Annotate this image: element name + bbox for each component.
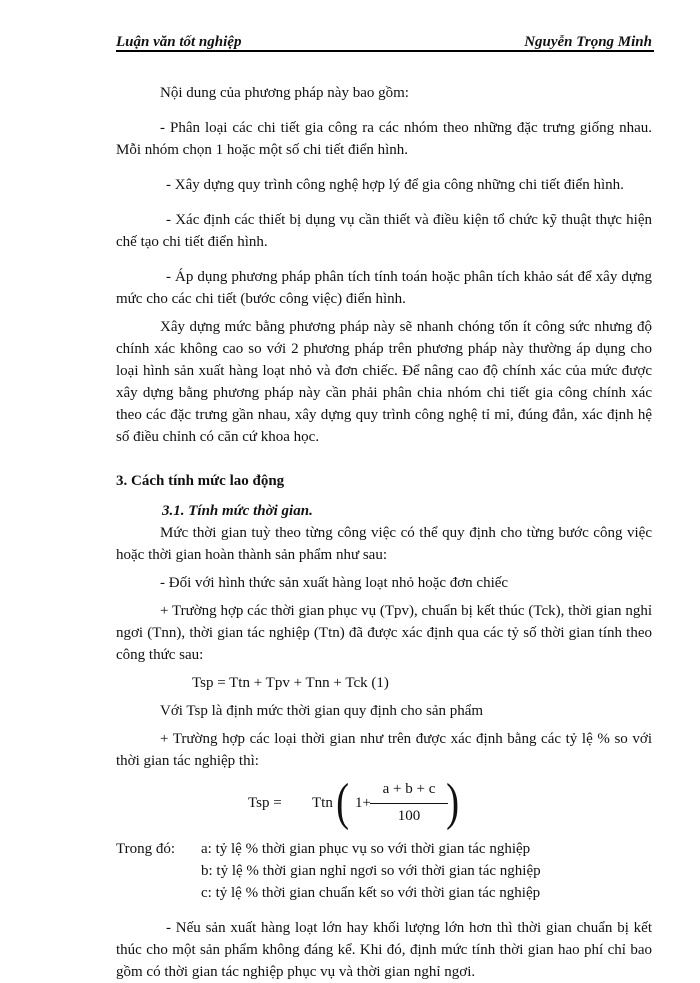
bullet-large-batch: - Nếu sản xuất hàng loạt lớn hay khối lượng lớn hơn thì thời gian chuẩn bị kết thúc cho một sản phẩm không đáng kể. Khi đó, định mức tính thời gian hao phí chỉ bao gồm có thời gian tác nghiệp phục vụ và thời gian nghỉ ngơi. [116, 920, 652, 980]
section-heading-3: 3. Cách tính mức lao động [116, 473, 285, 489]
where-label: Trong đó: [116, 841, 176, 857]
definition-c: c: tỷ lệ % thời gian chuẩn kết so với thời gian tác nghiệp [201, 885, 541, 901]
fraction-bar [370, 803, 448, 804]
fraction-numerator: a + b + c [382, 781, 436, 797]
bullet-classify: - Phân loại các chi tiết gia công ra các nhóm theo những đặc trưng giống nhau. Mỗi nhóm chọn 1 hoặc một số chi tiết điển hình. [116, 120, 652, 158]
bullet-small-batch: - Đối với hình thức sản xuất hàng loạt nhỏ hoặc đơn chiếc [160, 575, 509, 591]
formula-lhs: Tsp = [248, 795, 282, 811]
bullet-equipment: - Xác định các thiết bị dụng vụ cần thiết và điều kiện tổ chức kỹ thuật thực hiện chế tạo chi tiết điển hình. [116, 212, 652, 250]
header-author-name: Nguyễn Trọng Minh [524, 34, 652, 50]
time-norm-paragraph: Mức thời gian tuỳ theo từng công việc có thể quy định cho từng bước công việc hoặc thời gian hoàn thành sản phẩm như sau: [116, 525, 652, 563]
right-paren-symbol: ) [446, 774, 460, 831]
left-paren-symbol: ( [336, 774, 350, 831]
tsp-definition: Với Tsp là định mức thời gian quy định cho sản phẩm [160, 703, 484, 719]
case-plus-2: + Trường hợp các loại thời gian như trên được xác định bằng các tỷ lệ % so với thời gian tác nghiệp thì: [116, 731, 652, 769]
case-plus-1: + Trường hợp các thời gian phục vụ (Tpv), chuẩn bị kết thúc (Tck), thời gian nghỉ ngơi (Tnn), thời gian tác nghiệp (Ttn) đã được xác định qua các tỷ số thời gian tính theo công thức sau: [116, 603, 652, 663]
header-thesis-title: Luận văn tốt nghiệp [116, 34, 242, 50]
intro-paragraph: Nội dung của phương pháp này bao gồm: [160, 85, 409, 101]
formula-one-plus: 1+ [355, 795, 371, 811]
fraction-denominator: 100 [397, 808, 421, 824]
bullet-process: - Xây dựng quy trình công nghệ hợp lý để gia công những chi tiết điển hình. [166, 177, 624, 193]
formula-ttn: Ttn [312, 795, 333, 811]
formula-tsp-percentage [116, 776, 652, 836]
page-header [116, 32, 654, 52]
bullet-apply-method: - Áp dụng phương pháp phân tích tính toán hoặc phân tích khảo sát để xây dựng mức cho các chi tiết (bước công việc) điển hình. [116, 269, 652, 307]
formula-tsp-sum: Tsp = Ttn + Tpv + Tnn + Tck (1) [192, 675, 389, 691]
subsection-heading-3-1: 3.1. Tính mức thời gian. [162, 503, 313, 519]
variable-definitions [116, 838, 652, 904]
definition-b: b: tỷ lệ % thời gian nghỉ ngơi so với thời gian tác nghiệp [201, 863, 541, 879]
definition-a: a: tỷ lệ % thời gian phục vụ so với thời gian tác nghiệp [201, 841, 531, 857]
document-body [116, 82, 652, 983]
method-assessment-paragraph: Xây dựng mức bằng phương pháp này sẽ nhanh chóng tốn ít công sức nhưng độ chính xác không cao so với 2 phương pháp trên phương pháp này thường áp dụng cho loại hình sản xuất hàng loạt nhỏ và đơn chiếc. Để nâng cao độ chính xác của mức được xây dựng bằng phương pháp này cần phải phân chia nhóm chi tiết gia công chính xác theo các đặc trưng gần nhau, xây dựng quy trình công nghệ tỉ mỉ, đúng đắn, xác định hệ số điều chỉnh có căn cứ khoa học. [116, 319, 652, 445]
